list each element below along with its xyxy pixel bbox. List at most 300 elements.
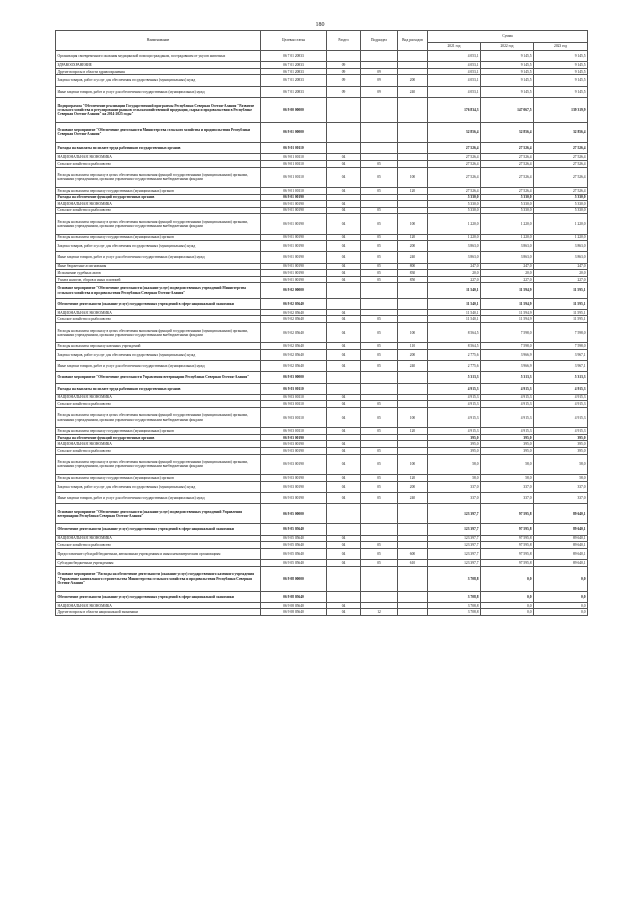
row-code: 06 9 02 00000 xyxy=(261,283,327,298)
table-row xyxy=(56,214,588,234)
row-code: 06 9 02 05640 xyxy=(261,349,327,360)
row-name: Расходы на выплаты персоналу в целях обеспечения выполнения функций государственными (муниципальными) органами, казенными учреждениями, органами управления государственными внебюджетными фондами xyxy=(56,322,261,342)
row-code: 06 9 08 05640 xyxy=(261,609,327,616)
table-row xyxy=(56,234,588,241)
row-value-2021: 123 397,7 xyxy=(428,548,481,559)
table-row xyxy=(56,252,588,263)
row-value-2023: 0,0 xyxy=(534,602,588,609)
row-section xyxy=(327,434,361,441)
row-value-2022: 4 915,3 xyxy=(481,394,534,401)
row-section xyxy=(327,383,361,394)
row-value-2023: 89 640,1 xyxy=(534,542,588,549)
row-value-2021: 5 330,0 xyxy=(428,201,481,208)
row-value-2023: 5 313,3 xyxy=(534,372,588,383)
row-value-2021: 3 708,8 xyxy=(428,591,481,602)
row-subsection: 05 xyxy=(361,167,398,187)
row-value-2021: 20,0 xyxy=(428,270,481,277)
row-value-2023: 1 220,0 xyxy=(534,234,588,241)
row-code: 06 9 03 00190 xyxy=(261,448,327,455)
row-name: Иные бюджетные ассигнования xyxy=(56,263,261,270)
row-value-2022: 147 067,5 xyxy=(481,97,534,122)
row-expense-type: 120 xyxy=(398,475,428,482)
row-name: Другие вопросы в области национальной экономики xyxy=(56,609,261,616)
row-expense-type: 120 xyxy=(398,428,428,435)
row-section: 04 xyxy=(327,167,361,187)
row-expense-type: 100 xyxy=(398,214,428,234)
table-row xyxy=(56,207,588,214)
row-name: Расходы на выплаты персоналу государственных (муниципальных) органов xyxy=(56,234,261,241)
row-name: Расходы на выплаты персоналу в целях обеспечения выполнения функций государственными (муниципальными) органами, казенными учреждениями, органами управления государственными внебюджетными фондами xyxy=(56,407,261,427)
table-row xyxy=(56,68,588,75)
row-value-2021: 8 564,5 xyxy=(428,343,481,350)
row-value-2022: 0,0 xyxy=(481,609,534,616)
row-code: 06 9 05 00000 xyxy=(261,504,327,524)
row-name: Сельское хозяйство и рыболовство xyxy=(56,316,261,323)
row-subsection: 05 xyxy=(361,207,398,214)
row-expense-type: 240 xyxy=(398,86,428,97)
row-code: 06 9 01 00190 xyxy=(261,194,327,201)
row-code: 06 9 02 05640 xyxy=(261,316,327,323)
row-expense-type xyxy=(398,372,428,383)
header-subsection: Подраздел xyxy=(361,31,398,51)
row-name: Организация своевременного оказания медицинской помощи гражданам, пострадавшим от укусов животных xyxy=(56,51,261,62)
row-value-2022: 3 863,0 xyxy=(481,252,534,263)
row-code: 06 9 03 00190 xyxy=(261,434,327,441)
row-value-2023: 27 526,4 xyxy=(534,160,588,167)
table-row xyxy=(56,283,588,298)
row-value-2023: 395,0 xyxy=(534,434,588,441)
row-value-2023: 20,0 xyxy=(534,270,588,277)
row-subsection: 05 xyxy=(361,187,398,194)
row-value-2023: 3 863,0 xyxy=(534,241,588,252)
row-name: Сельское хозяйство и рыболовство xyxy=(56,542,261,549)
row-value-2023: 139 319,9 xyxy=(534,97,588,122)
row-value-2021: 3 863,0 xyxy=(428,241,481,252)
row-value-2022: 97 595,8 xyxy=(481,542,534,549)
row-section: 04 xyxy=(327,602,361,609)
row-expense-type xyxy=(398,122,428,142)
table-row xyxy=(56,263,588,270)
row-value-2023: 1 220,0 xyxy=(534,214,588,234)
row-value-2021: 123 397,7 xyxy=(428,535,481,542)
row-value-2023: 89 640,1 xyxy=(534,535,588,542)
row-subsection xyxy=(361,394,398,401)
row-value-2022: 58,0 xyxy=(481,454,534,474)
row-value-2023: 247,0 xyxy=(534,263,588,270)
row-value-2023: 9 145,5 xyxy=(534,68,588,75)
row-value-2023: 89 640,1 xyxy=(534,559,588,566)
table-row xyxy=(56,504,588,524)
row-subsection: 05 xyxy=(361,548,398,559)
row-value-2021: 4 915,3 xyxy=(428,394,481,401)
row-name: Сельское хозяйство и рыболовство xyxy=(56,401,261,408)
row-value-2023: 0,0 xyxy=(534,591,588,602)
row-value-2023: 27 526,4 xyxy=(534,187,588,194)
header-year: 2021 год xyxy=(428,43,481,51)
row-section: 09 xyxy=(327,75,361,86)
row-code: 06 9 03 00110 xyxy=(261,394,327,401)
row-expense-type: 100 xyxy=(398,454,428,474)
row-code: 06 7 01 20833 xyxy=(261,68,327,75)
row-value-2021: 4 915,3 xyxy=(428,407,481,427)
row-expense-type: 610 xyxy=(398,559,428,566)
row-subsection xyxy=(361,566,398,591)
row-value-2021: 8 564,5 xyxy=(428,322,481,342)
row-expense-type xyxy=(398,441,428,448)
row-subsection xyxy=(361,372,398,383)
row-subsection xyxy=(361,591,398,602)
table-row xyxy=(56,559,588,566)
row-section: 04 xyxy=(327,535,361,542)
row-name: Иные закупки товаров, работ и услуг для обеспечения государственных (муниципальных) нужд xyxy=(56,86,261,97)
row-code: 06 9 02 05640 xyxy=(261,322,327,342)
row-value-2021: 32 856,4 xyxy=(428,122,481,142)
row-expense-type xyxy=(398,160,428,167)
row-value-2023: 9 145,5 xyxy=(534,86,588,97)
row-expense-type xyxy=(398,434,428,441)
row-expense-type xyxy=(398,504,428,524)
row-value-2022: 395,0 xyxy=(481,441,534,448)
table-row xyxy=(56,372,588,383)
row-name: ЗДРАВООХРАНЕНИЕ xyxy=(56,62,261,69)
row-value-2022: 11 594,9 xyxy=(481,298,534,309)
row-name: Обеспечение деятельности (оказание услуг) государственных учреждений в сфере национальной экономики xyxy=(56,298,261,309)
row-subsection: 05 xyxy=(361,270,398,277)
row-section xyxy=(327,283,361,298)
row-code: 06 9 03 00190 xyxy=(261,454,327,474)
row-name: НАЦИОНАЛЬНАЯ ЭКОНОМИКА xyxy=(56,441,261,448)
row-value-2022: 97 595,8 xyxy=(481,559,534,566)
row-section: 04 xyxy=(327,401,361,408)
table-row xyxy=(56,448,588,455)
row-value-2022: 4 915,3 xyxy=(481,401,534,408)
row-expense-type: 830 xyxy=(398,270,428,277)
row-subsection: 05 xyxy=(361,322,398,342)
row-code: 06 9 03 00190 xyxy=(261,481,327,492)
row-name: Расходы на выплаты персоналу государственных (муниципальных) органов xyxy=(56,475,261,482)
row-value-2022: 4 915,3 xyxy=(481,428,534,435)
row-value-2023: 89 640,1 xyxy=(534,524,588,535)
row-value-2021: 11 540,1 xyxy=(428,316,481,323)
table-row xyxy=(56,492,588,503)
header-name: Наименование xyxy=(56,31,261,51)
row-name: Основное мероприятие "Обеспечение деятельности (оказание услуг) подведомственных учреждений Министерства сельского хозяйства и продовольствия Республики Северная Осетия-Алания" xyxy=(56,283,261,298)
row-value-2022: 5 313,3 xyxy=(481,372,534,383)
row-name: Расходы на выплаты по оплате труда работников государственных органов xyxy=(56,383,261,394)
row-value-2022: 3 966,9 xyxy=(481,349,534,360)
row-subsection: 05 xyxy=(361,428,398,435)
row-expense-type xyxy=(398,448,428,455)
row-value-2022: 11 594,9 xyxy=(481,309,534,316)
row-section: 04 xyxy=(327,160,361,167)
row-value-2023: 11 595,1 xyxy=(534,283,588,298)
row-expense-type xyxy=(398,143,428,154)
row-value-2021: 4 915,3 xyxy=(428,383,481,394)
row-value-2021: 4 915,3 xyxy=(428,401,481,408)
row-value-2021: 2 775,6 xyxy=(428,361,481,372)
row-code: 06 9 02 05640 xyxy=(261,298,327,309)
row-subsection: 12 xyxy=(361,609,398,616)
row-value-2021: 395,0 xyxy=(428,448,481,455)
table-row xyxy=(56,276,588,283)
table-row xyxy=(56,201,588,208)
row-name: Иные закупки товаров, работ и услуг для обеспечения государственных (муниципальных) нужд xyxy=(56,252,261,263)
row-expense-type: 120 xyxy=(398,187,428,194)
row-value-2023: 89 640,1 xyxy=(534,504,588,524)
row-name: Расходы на выплаты персоналу казенных учреждений xyxy=(56,343,261,350)
row-value-2021: 4 915,3 xyxy=(428,428,481,435)
row-code: 06 9 08 05640 xyxy=(261,591,327,602)
row-subsection: 05 xyxy=(361,263,398,270)
row-value-2022: 337,0 xyxy=(481,481,534,492)
row-expense-type xyxy=(398,316,428,323)
row-value-2021: 247,0 xyxy=(428,263,481,270)
row-code: 06 9 08 05640 xyxy=(261,602,327,609)
row-section: 04 xyxy=(327,201,361,208)
budget-table xyxy=(55,30,588,616)
row-value-2021: 4 053,1 xyxy=(428,75,481,86)
row-subsection xyxy=(361,51,398,62)
row-expense-type xyxy=(398,194,428,201)
table-row xyxy=(56,535,588,542)
row-subsection: 05 xyxy=(361,214,398,234)
row-name: Обеспечение деятельности (оказание услуг) государственных учреждений в сфере национальной экономики xyxy=(56,591,261,602)
row-code: 06 9 05 05640 xyxy=(261,542,327,549)
row-value-2023: 11 595,1 xyxy=(534,316,588,323)
row-section xyxy=(327,372,361,383)
table-row xyxy=(56,86,588,97)
row-section xyxy=(327,566,361,591)
row-value-2021: 123 397,7 xyxy=(428,559,481,566)
row-value-2023: 27 526,4 xyxy=(534,143,588,154)
row-section: 04 xyxy=(327,187,361,194)
row-section: 04 xyxy=(327,559,361,566)
row-section xyxy=(327,194,361,201)
header-section: Раздел xyxy=(327,31,361,51)
table-row xyxy=(56,298,588,309)
row-value-2022: 20,0 xyxy=(481,270,534,277)
row-section: 04 xyxy=(327,349,361,360)
row-value-2021: 337,0 xyxy=(428,492,481,503)
header-year: 2023 год xyxy=(534,43,588,51)
row-subsection: 05 xyxy=(361,241,398,252)
row-value-2022: 97 595,8 xyxy=(481,504,534,524)
row-section: 04 xyxy=(327,448,361,455)
row-value-2023: 395,0 xyxy=(534,448,588,455)
row-subsection xyxy=(361,383,398,394)
row-name: Расходы на выплаты по оплате труда работников государственных органов xyxy=(56,143,261,154)
row-value-2023: 395,0 xyxy=(534,441,588,448)
row-subsection: 05 xyxy=(361,492,398,503)
row-value-2023: 11 595,1 xyxy=(534,298,588,309)
row-subsection xyxy=(361,524,398,535)
row-value-2021: 5 313,3 xyxy=(428,372,481,383)
row-expense-type: 850 xyxy=(398,276,428,283)
row-expense-type xyxy=(398,51,428,62)
row-subsection xyxy=(361,298,398,309)
row-section: 04 xyxy=(327,407,361,427)
row-value-2023: 4 915,3 xyxy=(534,407,588,427)
row-name: Расходы на выплаты персоналу в целях обеспечения выполнения функций государственными (муниципальными) органами, казенными учреждениями, органами управления государственными внебюджетными фондами xyxy=(56,454,261,474)
row-value-2021: 58,0 xyxy=(428,475,481,482)
row-name: Сельское хозяйство и рыболовство xyxy=(56,448,261,455)
row-code: 06 7 01 20833 xyxy=(261,75,327,86)
row-section: 04 xyxy=(327,154,361,161)
table-row xyxy=(56,361,588,372)
row-value-2022: 9 145,5 xyxy=(481,51,534,62)
table-row xyxy=(56,270,588,277)
row-section xyxy=(327,51,361,62)
row-value-2023: 4 915,3 xyxy=(534,394,588,401)
row-subsection: 05 xyxy=(361,361,398,372)
row-expense-type xyxy=(398,298,428,309)
row-subsection: 05 xyxy=(361,448,398,455)
table-row xyxy=(56,167,588,187)
row-value-2023: 58,0 xyxy=(534,454,588,474)
row-subsection xyxy=(361,441,398,448)
row-value-2021: 27 526,4 xyxy=(428,143,481,154)
row-value-2022: 11 594,9 xyxy=(481,316,534,323)
row-expense-type: 100 xyxy=(398,322,428,342)
row-expense-type xyxy=(398,309,428,316)
row-value-2021: 4 053,1 xyxy=(428,68,481,75)
row-expense-type: 200 xyxy=(398,241,428,252)
row-code: 06 9 01 00110 xyxy=(261,154,327,161)
row-code: 06 7 01 20833 xyxy=(261,51,327,62)
table-row xyxy=(56,309,588,316)
row-name: Субсидии бюджетным учреждениям xyxy=(56,559,261,566)
row-section: 04 xyxy=(327,309,361,316)
row-name: Закупка товаров, работ и услуг для обеспечения государственных (муниципальных) нужд xyxy=(56,75,261,86)
row-code: 06 9 02 05640 xyxy=(261,361,327,372)
row-value-2022: 58,0 xyxy=(481,475,534,482)
row-expense-type xyxy=(398,535,428,542)
row-section xyxy=(327,97,361,122)
row-expense-type xyxy=(398,201,428,208)
row-value-2022: 5 330,0 xyxy=(481,201,534,208)
table-row xyxy=(56,122,588,142)
row-code: 06 9 05 05640 xyxy=(261,524,327,535)
row-value-2022: 97 595,8 xyxy=(481,548,534,559)
row-subsection: 05 xyxy=(361,475,398,482)
table-row xyxy=(56,62,588,69)
row-subsection: 09 xyxy=(361,86,398,97)
row-code: 06 9 01 00190 xyxy=(261,276,327,283)
row-subsection xyxy=(361,434,398,441)
row-value-2022: 32 856,4 xyxy=(481,122,534,142)
row-value-2022: 0,0 xyxy=(481,591,534,602)
table-row xyxy=(56,542,588,549)
row-expense-type xyxy=(398,394,428,401)
row-value-2023: 9 145,5 xyxy=(534,51,588,62)
row-expense-type: 240 xyxy=(398,252,428,263)
row-section xyxy=(327,504,361,524)
row-expense-type: 200 xyxy=(398,349,428,360)
row-section: 04 xyxy=(327,316,361,323)
row-subsection: 05 xyxy=(361,542,398,549)
table-row xyxy=(56,154,588,161)
row-value-2021: 1 220,0 xyxy=(428,234,481,241)
row-name: Расходы на выплаты персоналу государственных (муниципальных) органов xyxy=(56,187,261,194)
row-name: НАЦИОНАЛЬНАЯ ЭКОНОМИКА xyxy=(56,154,261,161)
row-subsection: 05 xyxy=(361,160,398,167)
table-body xyxy=(56,51,588,616)
row-value-2022: 7 598,0 xyxy=(481,322,534,342)
row-value-2023: 7 598,0 xyxy=(534,322,588,342)
table-row xyxy=(56,407,588,427)
table-row xyxy=(56,75,588,86)
row-value-2022: 27 526,4 xyxy=(481,160,534,167)
row-expense-type xyxy=(398,62,428,69)
row-name: НАЦИОНАЛЬНАЯ ЭКОНОМИКА xyxy=(56,309,261,316)
row-value-2023: 27 526,4 xyxy=(534,167,588,187)
row-section: 04 xyxy=(327,492,361,503)
row-expense-type: 120 xyxy=(398,234,428,241)
row-value-2022: 4 915,3 xyxy=(481,407,534,427)
row-code: 06 9 01 00190 xyxy=(261,207,327,214)
row-value-2023: 337,0 xyxy=(534,481,588,492)
row-code: 06 9 08 00000 xyxy=(261,566,327,591)
row-code: 06 9 03 00190 xyxy=(261,475,327,482)
row-section: 04 xyxy=(327,322,361,342)
row-value-2023: 4 915,3 xyxy=(534,401,588,408)
row-value-2021: 337,0 xyxy=(428,481,481,492)
row-subsection: 05 xyxy=(361,349,398,360)
row-section: 04 xyxy=(327,343,361,350)
row-name: Закупка товаров, работ и услуг для обеспечения государственных (муниципальных) нужд xyxy=(56,481,261,492)
row-name: НАЦИОНАЛЬНАЯ ЭКОНОМИКА xyxy=(56,535,261,542)
table-row xyxy=(56,241,588,252)
row-code: 06 9 02 05640 xyxy=(261,343,327,350)
row-value-2021: 176 834,3 xyxy=(428,97,481,122)
row-value-2022: 3 863,0 xyxy=(481,241,534,252)
table-row xyxy=(56,475,588,482)
row-value-2021: 123 397,7 xyxy=(428,542,481,549)
row-value-2022: 1 220,0 xyxy=(481,234,534,241)
row-expense-type: 240 xyxy=(398,361,428,372)
row-value-2021: 11 540,1 xyxy=(428,309,481,316)
row-subsection: 05 xyxy=(361,252,398,263)
table-row xyxy=(56,143,588,154)
row-value-2021: 11 540,1 xyxy=(428,283,481,298)
row-expense-type xyxy=(398,401,428,408)
row-code: 06 9 03 00190 xyxy=(261,492,327,503)
row-value-2021: 11 540,1 xyxy=(428,298,481,309)
row-value-2021: 27 526,4 xyxy=(428,154,481,161)
row-value-2022: 27 526,4 xyxy=(481,143,534,154)
row-value-2023: 58,0 xyxy=(534,475,588,482)
row-subsection xyxy=(361,504,398,524)
table-row xyxy=(56,316,588,323)
row-expense-type xyxy=(398,383,428,394)
row-value-2022: 9 145,5 xyxy=(481,75,534,86)
row-subsection xyxy=(361,97,398,122)
table-row xyxy=(56,401,588,408)
row-subsection: 05 xyxy=(361,481,398,492)
row-value-2022: 3 966,9 xyxy=(481,361,534,372)
table-row xyxy=(56,602,588,609)
row-section: 04 xyxy=(327,441,361,448)
header-sum: Сумма xyxy=(428,31,588,43)
row-value-2023: 227,0 xyxy=(534,276,588,283)
row-subsection: 05 xyxy=(361,454,398,474)
row-value-2022: 9 145,5 xyxy=(481,62,534,69)
row-name: Основное мероприятие "Обеспечение деятельности Управления ветеринарии Республики Северная Осетия-Алания" xyxy=(56,372,261,383)
row-value-2021: 3 708,8 xyxy=(428,602,481,609)
table-row xyxy=(56,322,588,342)
row-value-2022: 27 526,4 xyxy=(481,154,534,161)
row-name: НАЦИОНАЛЬНАЯ ЭКОНОМИКА xyxy=(56,602,261,609)
